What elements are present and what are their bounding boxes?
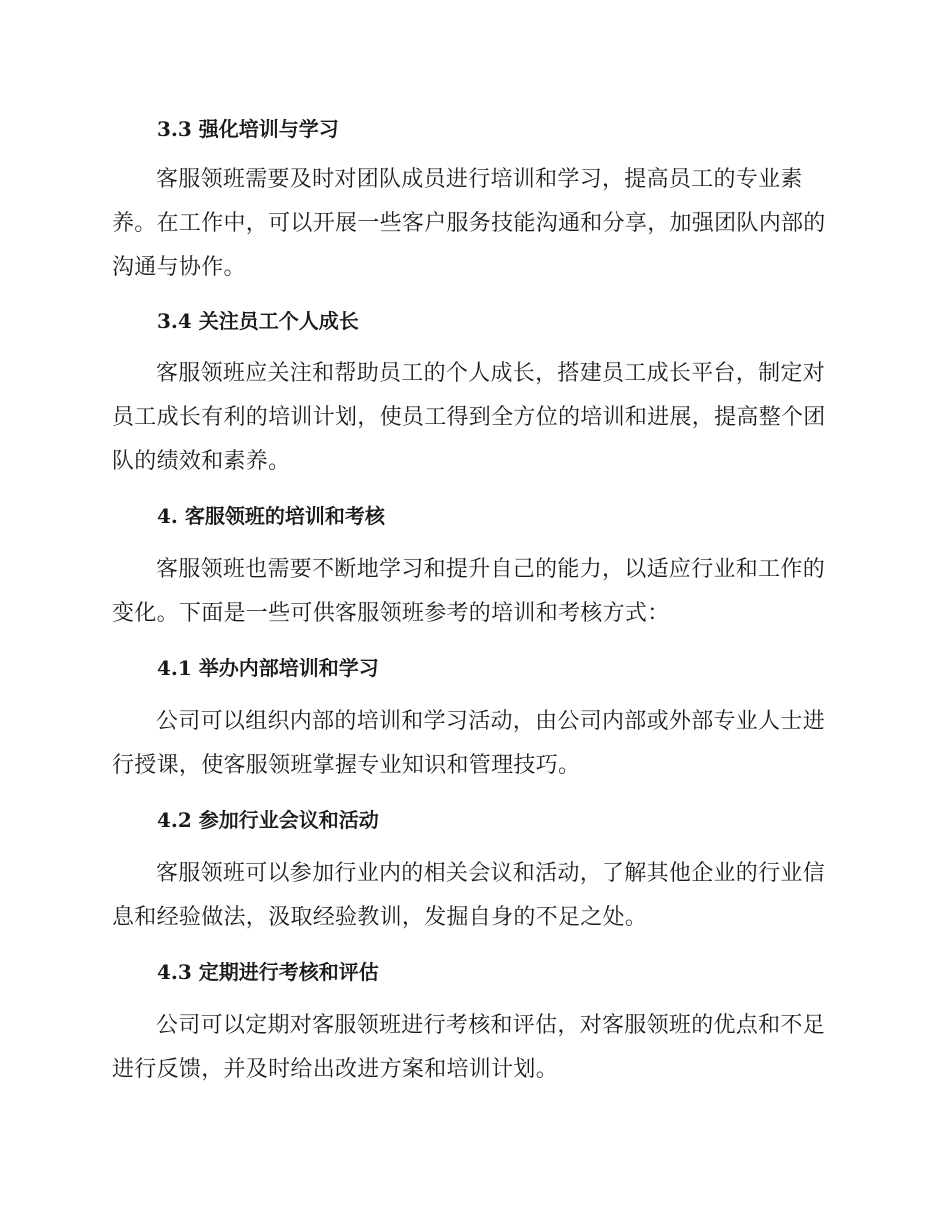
section-heading-3-3: 3.3 强化培训与学习 [157, 117, 339, 141]
section-paragraph-3-4: 客服领班应关注和帮助员工的个人成长，搭建员工成长平台，制定对员工成长有利的培训计划，使员工得到全方位的培训和进展，提高整个团队的绩效和素养。 [112, 361, 826, 474]
section-paragraph-4-1: 公司可以组织内部的培训和学习活动，由公司内部或外部专业人士进行授课，使客服领班掌握专业知识和管理技巧。 [112, 709, 826, 778]
section-paragraph-4: 客服领班也需要不断地学习和提升自己的能力，以适应行业和工作的变化。下面是一些可供客服领班参考的培训和考核方式： [112, 557, 826, 626]
section-heading-4-3: 4.3 定期进行考核和评估 [157, 960, 379, 984]
section-heading-4-2: 4.2 参加行业会议和活动 [157, 808, 379, 832]
section-heading-4: 4. 客服领班的培训和考核 [157, 504, 385, 528]
section-paragraph-4-3: 公司可以定期对客服领班进行考核和评估，对客服领班的优点和不足进行反馈，并及时给出改进方案和培训计划。 [112, 1013, 826, 1082]
section-paragraph-3-3: 客服领班需要及时对团队成员进行培训和学习，提高员工的专业素养。在工作中，可以开展一些客户服务技能沟通和分享，加强团队内部的沟通与协作。 [112, 167, 826, 280]
section-paragraph-4-2: 客服领班可以参加行业内的相关会议和活动，了解其他企业的行业信息和经验做法，汲取经验教训，发掘自身的不足之处。 [112, 861, 826, 930]
section-heading-4-1: 4.1 举办内部培训和学习 [157, 656, 379, 680]
section-heading-3-4: 3.4 关注员工个人成长 [157, 309, 359, 333]
